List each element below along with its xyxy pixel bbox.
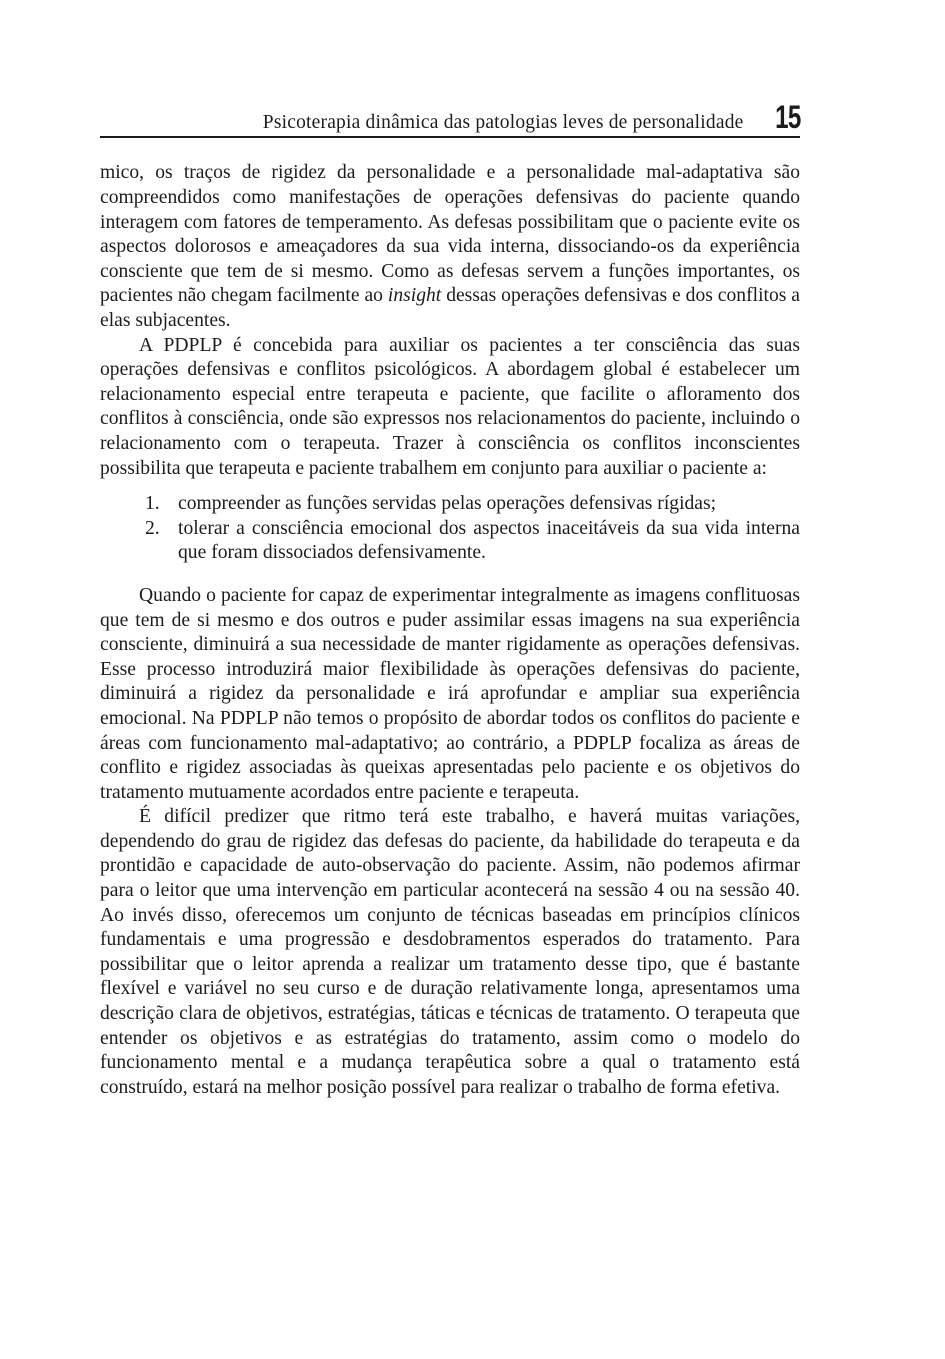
paragraph-pdplp-intro: A PDPLP é concebida para auxiliar os pacientes a ter consciência das suas operações defensivas e conflitos psicológicos. A abordagem global é estabelecer um relacionamento especial entre terapeuta e paciente, que facilite o afloramento dos conflitos à consciência, onde são expressos nos relacionamentos do paciente, incluindo o relacionamento com o terapeuta. Trazer à consciência os conflitos inconscientes possibilita que terapeuta e paciente trabalhem em conjunto para auxiliar o paciente a:	[100, 334, 800, 479]
paragraph-continuation-text: mico, os traços de rigidez da personalidade e a personalidade mal-adaptativa são compreendidos como manifestações de operações defensivas do paciente quando interagem com fatores de temperamento. As defesas possibilitam que o paciente evite os aspectos dolorosos e ameaçadores da sua vida interna, dissociando-os da experiência consciente que tem de si mesmo. Como as defesas servem a funções importantes, os pacientes não chegam facilmente ao	[100, 162, 800, 307]
list-item-number: 2.	[145, 517, 160, 539]
list-item-text: compreender as funções servidas pelas operações defensivas rígidas;	[178, 493, 717, 515]
numbered-list	[100, 492, 800, 566]
list-item	[100, 517, 800, 566]
paragraph-continuation-tail: dessas operações defensivas e dos conflitos a elas subjacentes.	[100, 285, 801, 331]
paragraph-ritmo-tratamento: É difícil predizer que ritmo terá este trabalho, e haverá muitas variações, dependendo do grau de rigidez das defesas do paciente, da habilidade do terapeuta e da prontidão e capacidade de auto-observação do paciente. Assim, não podemos afirmar para o leitor que uma intervenção em particular acontecerá na sessão 4 ou na sessão 40. Ao invés disso, oferecemos um conjunto de técnicas baseadas em princípios clínicos fundamentais e uma progressão e desdobramentos esperados do tratamento. Para possibilitar que o leitor aprenda a realizar um tratamento desse tipo, que é bastante flexível e variável no seu curso e de duração relativamente longa, apresentamos uma descrição clara de objetivos, estratégias, táticas e técnicas de tratamento. O terapeuta que entender os objetivos e as estratégias do tratamento, assim como o modelo do funcionamento mental e a mudança terapêutica sobre a qual o tratamento está construído, estará na melhor posição possível para realizar o trabalho de forma efetiva.	[100, 806, 800, 1098]
running-head-title: Psicoterapia dinâmica das patologias leves de personalidade	[262, 112, 744, 133]
page-content-area	[100, 0, 800, 1100]
list-item	[100, 492, 800, 517]
running-header	[100, 98, 800, 138]
page-number: 15	[774, 98, 800, 136]
page-body	[100, 161, 800, 1100]
paragraph-processo-terapeutico: Quando o paciente for capaz de experimentar integralmente as imagens conflituosas que tem de si mesmo e dos outros e puder assimilar essas imagens na sua experiência consciente, diminuirá a sua necessidade de manter rigidamente as operações defensivas. Esse processo introduzirá maior flexibilidade às operações defensivas do paciente, diminuirá a rigidez da personalidade e irá aprofundar e ampliar sua experiência emocional. Na PDPLP não temos o propósito de abordar todos os conflitos do paciente e áreas com funcionamento mal-adaptativo; ao contrário, a PDPLP focaliza as áreas de conflito e rigidez associadas às queixas apresentadas pelo paciente e os objetivos do tratamento mutuamente acordados entre paciente e terapeuta.	[100, 584, 800, 803]
italic-term-insight: insight	[387, 285, 442, 307]
list-item-number: 1.	[145, 493, 160, 515]
paragraph-continuation	[100, 161, 800, 333]
list-item-text: tolerar a consciência emocional dos aspectos inaceitáveis da sua vida interna que foram dissociados defensivamente.	[178, 517, 800, 564]
